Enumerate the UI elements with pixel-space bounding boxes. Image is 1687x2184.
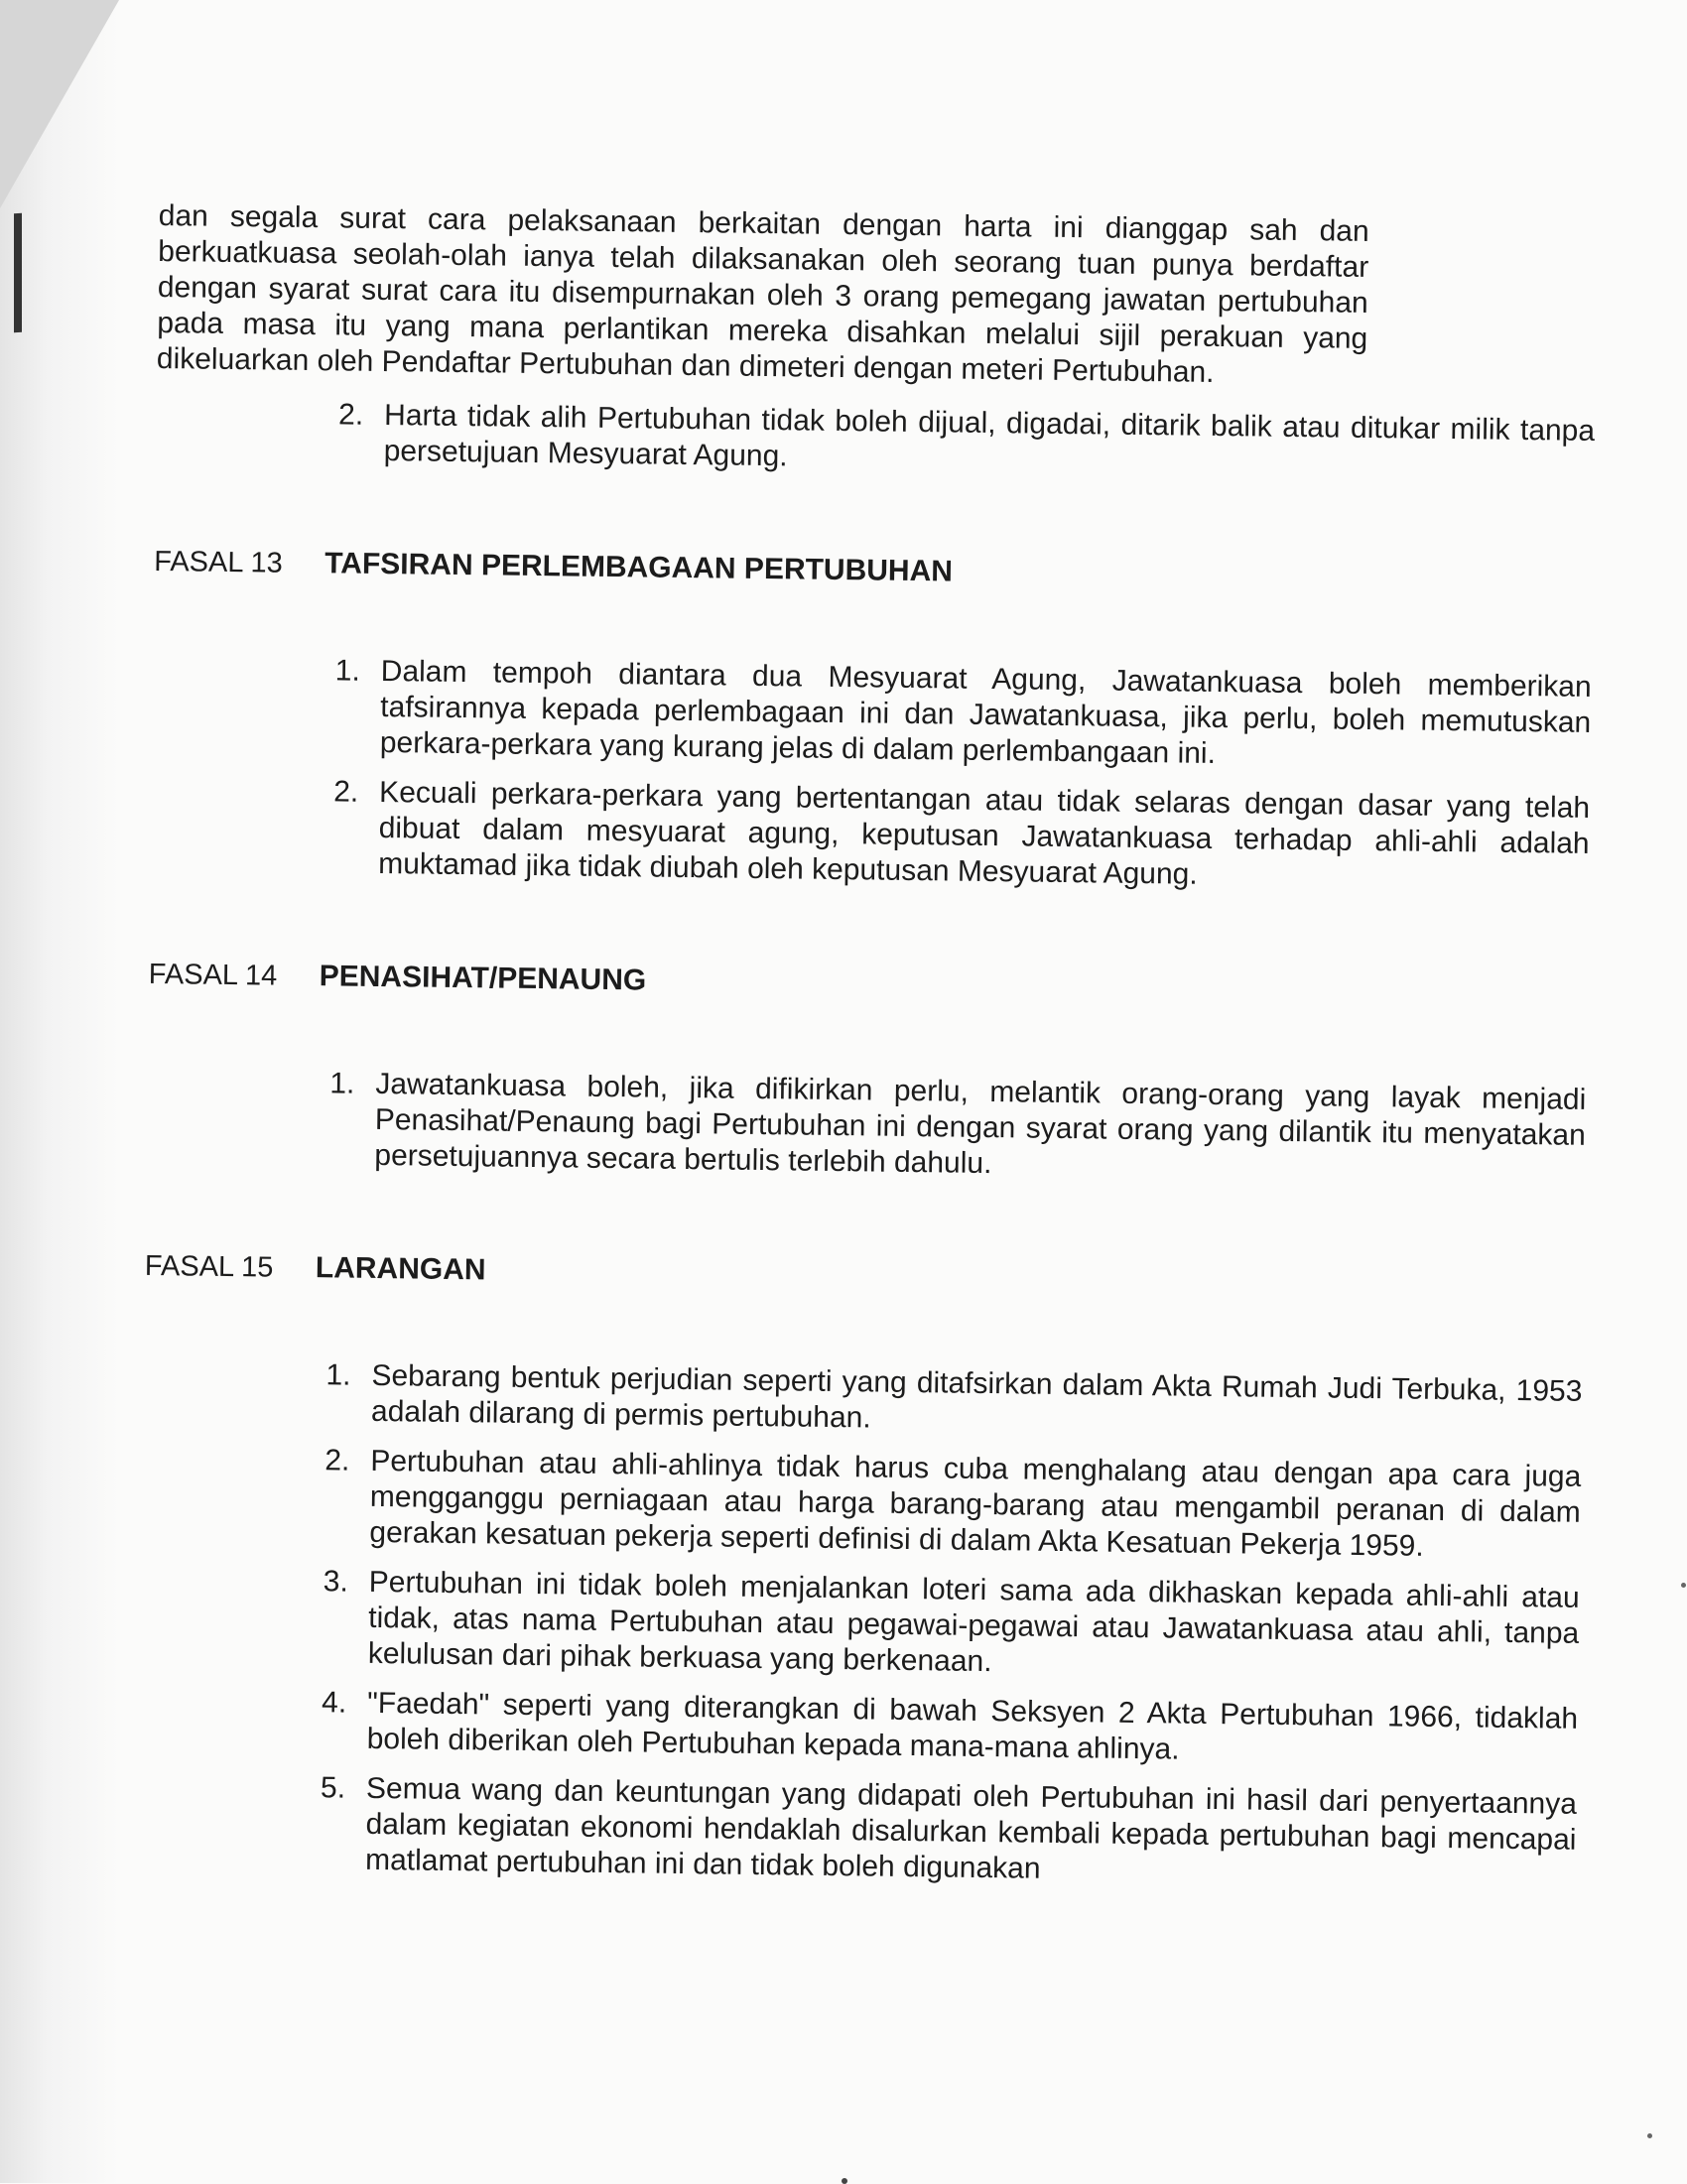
item-number: 2. bbox=[324, 1444, 350, 1477]
fasal-number: FASAL 15 bbox=[144, 1249, 274, 1284]
item-text: Dalam tempoh diantara dua Mesyuarat Agung, Jawatankuasa boleh memberikan tafsirannya kepada perlembagaan ini dan Jawatankuasa, jika perlu, boleh memutuskan perkara-perkara yang kurang jelas di dalam perlembangaan ini. bbox=[379, 654, 1592, 770]
intro-paragraph: dan segala surat cara pelaksanaan berkaitan dengan harta ini dianggap sah dan berkuatkuasa seolah-olah ianya telah dilaksanakan oleh seorang tuan punya berdaftar dengan syarat surat cara itu disempurnakan oleh 3 orang pemegang jawatan pertubuhan pada masa itu yang mana perlantikan mereka disahkan melalui sijil perakuan yang dikeluarkan oleh Pendaftar Pertubuhan dan dimeteri dengan meteri Pertubuhan. bbox=[156, 198, 1369, 389]
list-item bbox=[337, 398, 1596, 485]
item-number: 1. bbox=[334, 654, 361, 688]
list-item bbox=[324, 1444, 1582, 1567]
scan-edge-mark bbox=[14, 213, 22, 333]
fasal-number: FASAL 13 bbox=[153, 545, 283, 579]
section-heading-fasal-15 bbox=[145, 1248, 1584, 1303]
item-text: Pertubuhan atau ahli-ahlinya tidak harus cuba menghalang atau dengan apa cara juga mengganggu perniagaan atau harga barang-barang atau mengambil peranan di dalam gerakan kesatuan pekerja seperti definisi di dalam Akta Kesatuan Pekerja 1959. bbox=[369, 1444, 1582, 1563]
section-12-list bbox=[155, 395, 1595, 485]
section-heading-fasal-14 bbox=[149, 957, 1588, 1011]
fasal-title: LARANGAN bbox=[315, 1251, 486, 1287]
page-number-mark bbox=[842, 2178, 847, 2184]
item-text: Semua wang dan keuntungan yang didapati oleh Pertubuhan ini hasil dari penyertaannya dalam kegiatan ekonomi hendaklah disalurkan kembali kepada pertubuhan bagi mencapai matlamat pertubuhan ini dan tidak boleh digunakan bbox=[364, 1771, 1578, 1885]
item-number: 5. bbox=[320, 1771, 346, 1805]
list-item bbox=[334, 654, 1592, 777]
item-number: 2. bbox=[337, 398, 364, 432]
list-item bbox=[320, 1771, 1578, 1894]
fasal-title: TAFSIRAN PERLEMBAGAAN PERTUBUHAN bbox=[324, 547, 954, 588]
item-text: "Faedah" seperti yang diterangkan di bawah Seksyen 2 Akta Pertubuhan 1966, tidaklah boleh diberikan oleh Pertubuhan kepada mana-mana ahlinya. bbox=[366, 1686, 1579, 1766]
section-heading-fasal-13 bbox=[154, 544, 1593, 598]
fasal-title: PENASIHAT/PENAUNG bbox=[319, 960, 647, 997]
list-item bbox=[323, 1565, 1580, 1688]
list-item bbox=[332, 775, 1591, 898]
item-text: Jawatankuasa boleh, jika difikirkan perlu, melantik orang-orang yang layak menjadi Penasihat/Penaung bagi Pertubuhan ini dengan syarat orang yang dilantik itu menyatakan persetujuannya secara bertulis terlebih dahulu. bbox=[374, 1067, 1587, 1181]
document-body bbox=[137, 198, 1598, 1908]
fasal-number: FASAL 14 bbox=[148, 958, 278, 992]
section-15-list bbox=[137, 1355, 1583, 1894]
item-text: Pertubuhan ini tidak boleh menjalankan loteri sama ada dikhaskan kepada ahli-ahli atau tidak, atas nama Pertubuhan atau pegawai-pegawai atau Jawatankuasa atau ahli, tanpa kelulusan dari pihak berkuasa yang berkenaan. bbox=[367, 1565, 1580, 1679]
list-item bbox=[321, 1686, 1579, 1773]
item-number: 1. bbox=[325, 1358, 351, 1392]
item-number: 1. bbox=[329, 1067, 355, 1100]
item-text: Harta tidak alih Pertubuhan tidak boleh dijual, digadai, ditarik balik atau ditukar milik tanpa persetujuan Mesyuarat Agung. bbox=[383, 398, 1596, 473]
page-corner-fold bbox=[0, 0, 119, 208]
list-item bbox=[325, 1358, 1583, 1446]
list-item bbox=[329, 1067, 1587, 1190]
item-number: 2. bbox=[332, 775, 359, 809]
item-text: Kecuali perkara-perkara yang bertentangan atau tidak selaras dengan dasar yang telah dibuat dalam mesyuarat agung, keputusan Jawatankuasa terhadap ahli-ahli adalah muktamad jika tidak diubah oleh keputusan Mesyuarat Agung. bbox=[378, 775, 1591, 891]
item-number: 4. bbox=[321, 1686, 347, 1720]
section-13-list bbox=[150, 651, 1592, 898]
scan-speck bbox=[1681, 1583, 1686, 1588]
item-number: 3. bbox=[323, 1565, 349, 1599]
item-text: Sebarang bentuk perjudian seperti yang ditafsirkan dalam Akta Rumah Judi Terbuka, 1953 adalah dilarang di permis pertubuhan. bbox=[370, 1358, 1583, 1435]
scan-speck bbox=[1647, 2133, 1652, 2138]
section-14-list bbox=[146, 1064, 1586, 1190]
